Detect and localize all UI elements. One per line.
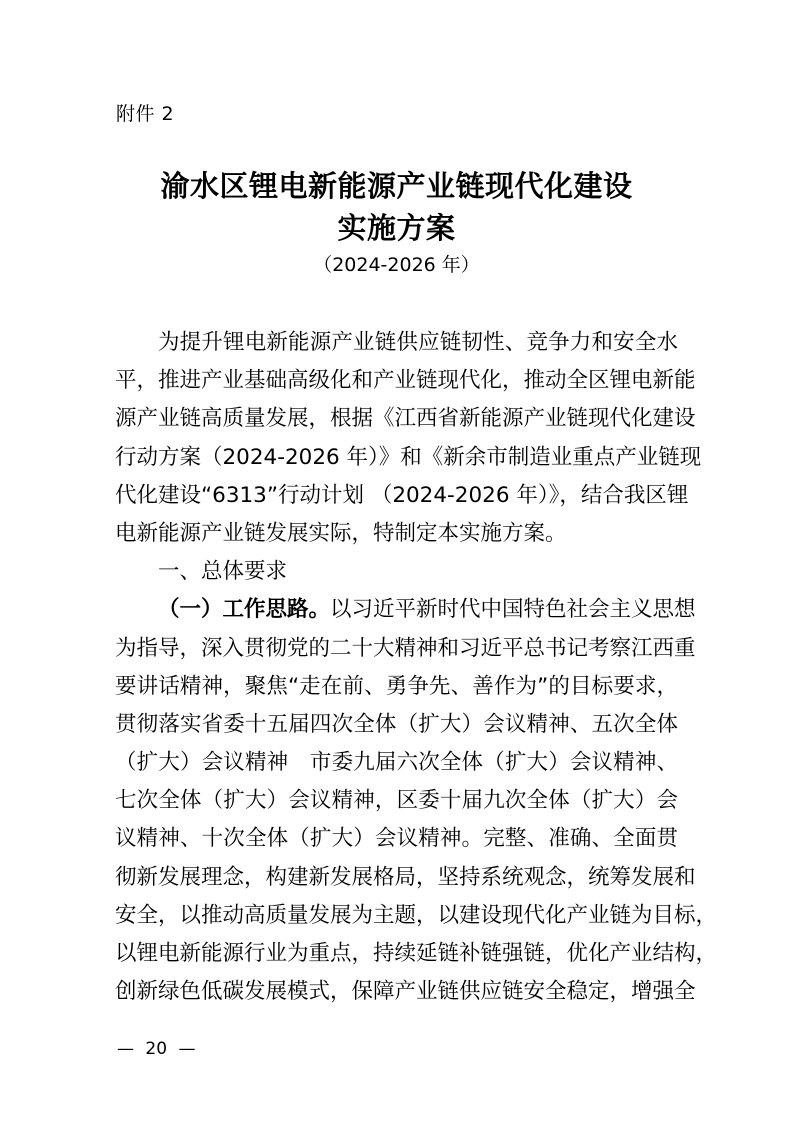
body-line: 平，推进产业基础高级化和产业链现代化，推动全区锂电新能 xyxy=(115,368,696,394)
document-title-line-2: 实施方案 xyxy=(337,211,456,245)
body-line: 创新绿色低碳发展模式，保障产业链供应链安全稳定，增强全 xyxy=(115,979,696,1005)
document-body xyxy=(115,324,718,1011)
document-subtitle: （2024-2026 年） xyxy=(313,254,480,276)
document-title-line-1: 渝水区锂电新能源产业链现代化建设 xyxy=(160,169,633,203)
subsection-label: （一）工作思路。 xyxy=(158,597,331,623)
body-line: 安全，以推动高质量发展为主题，以建设现代化产业链为目标， xyxy=(115,902,718,928)
body-line: 代化建设“6313”行动计划 （2024-2026 年）》，结合我区锂 xyxy=(115,482,689,508)
body-line xyxy=(115,591,696,629)
body-line: 为指导，深入贯彻党的二十大精神和习近平总书记考察江西重 xyxy=(115,635,696,661)
body-line-text: 以习近平新时代中国特色社会主义思想 xyxy=(330,597,696,623)
body-line: 源产业链高质量发展，根据《江西省新能源产业链现代化建设 xyxy=(115,406,696,432)
section-heading: 一、总体要求 xyxy=(158,559,288,585)
body-line: 行动方案（2024-2026 年）》和《新余市制造业重点产业链现 xyxy=(115,444,702,470)
body-line: 七次全体（扩大）会议精神，区委十届九次全体（扩大）会 xyxy=(115,788,678,814)
document-title xyxy=(0,165,793,249)
body-line: 以锂电新能源行业为重点，持续延链补链强链，优化产业结构， xyxy=(115,941,718,966)
page-number: — 20 — xyxy=(117,1039,196,1059)
body-line: 贯彻落实省委十五届四次全体（扩大）会议精神、五次全体 xyxy=(115,711,678,737)
body-line: 要讲话精神，聚焦“走在前、勇争先、善作为”的目标要求， xyxy=(115,673,678,699)
body-line: 彻新发展理念，构建新发展格局，坚持系统观念，统筹发展和 xyxy=(115,864,696,890)
body-line: 为提升锂电新能源产业链供应链韧性、竞争力和安全水 xyxy=(158,330,678,355)
body-line: 电新能源产业链发展实际，特制定本实施方案。 xyxy=(115,520,567,546)
body-line: （扩大）会议精神 市委九届六次全体（扩大）会议精神、 xyxy=(115,750,678,776)
body-line: 议精神、十次全体（扩大）会议精神。完整、准确、全面贯 xyxy=(115,826,678,852)
attachment-label: 附件 2 xyxy=(116,103,175,125)
